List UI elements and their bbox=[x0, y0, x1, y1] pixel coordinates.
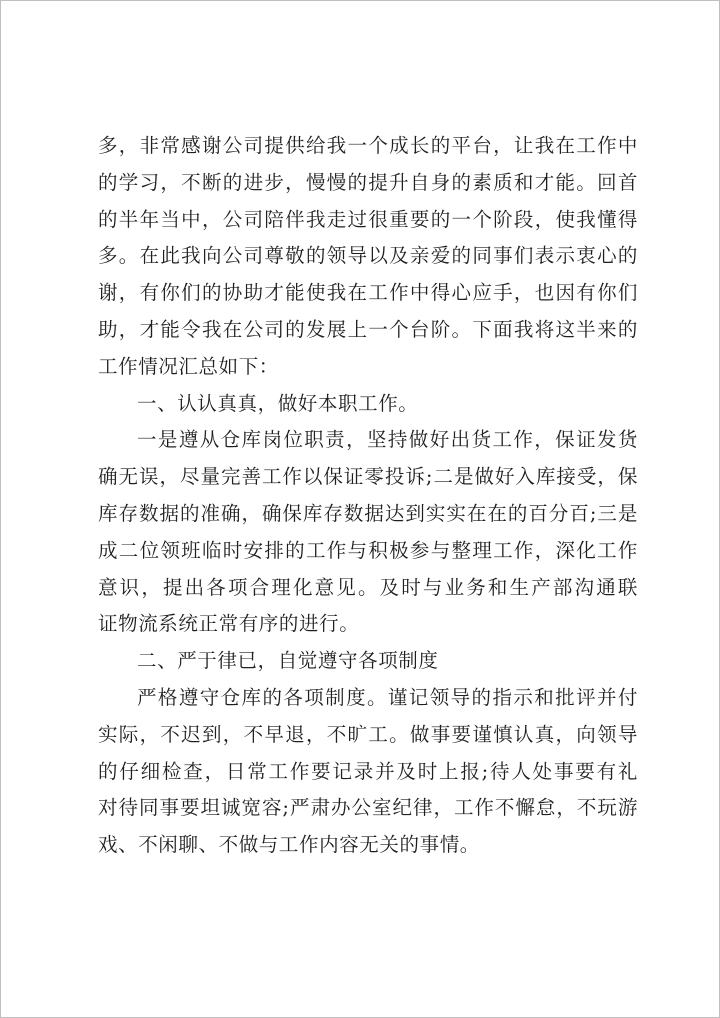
text-line: 谢，有你们的协助才能使我在工作中得心应手，也因有你们 bbox=[98, 281, 638, 305]
text-line: 成二位领班临时安排的工作与积极参与整理工作，深化工作 bbox=[98, 538, 638, 562]
text-line: 一是遵从仓库岗位职责，坚持做好出货工作，保证发货 bbox=[137, 428, 638, 452]
text-line: 的仔细检查，日常工作要记录并及时上报;待人处事要有礼 bbox=[98, 759, 638, 783]
text-line: 意识，提出各项合理化意见。及时与业务和生产部沟通联 bbox=[98, 575, 638, 599]
section-heading-1: 一、认认真真，做好本职工作。 bbox=[137, 391, 419, 415]
text-line: 的半年当中，公司陪伴我走过很重要的一个阶段，使我懂得 bbox=[98, 207, 638, 231]
text-line: 多，非常感谢公司提供给我一个成长的平台，让我在工作中 bbox=[98, 134, 638, 157]
text-line: 库存数据的准确，确保库存数据达到实实在在的百分百;三是 bbox=[98, 501, 638, 525]
text-line: 的学习，不断的进步，慢慢的提升自身的素质和才能。回首 bbox=[98, 170, 638, 194]
text-line: 确无误，尽量完善工作以保证零投诉;二是做好入库接受，保 bbox=[98, 465, 638, 489]
document-body bbox=[98, 128, 638, 864]
text-line: 工作情况汇总如下： bbox=[98, 354, 279, 378]
text-line: 对待同事要坦诚宽容;严肃办公室纪律，工作不懈怠，不玩游 bbox=[98, 796, 638, 820]
text-line: 多。在此我向公司尊敬的领导以及亲爱的同事们表示衷心的 bbox=[98, 244, 638, 268]
text-line: 严格遵守仓库的各项制度。谨记领导的指示和批评并付 bbox=[137, 685, 638, 709]
section-heading-2: 二、严于律已，自觉遵守各项制度 bbox=[137, 649, 439, 673]
text-line: 证物流系统正常有序的进行。 bbox=[98, 612, 360, 636]
text-line: 戏、不闲聊、不做与工作内容无关的事情。 bbox=[98, 833, 480, 857]
text-line: 实际，不迟到，不早退，不旷工。做事要谨慎认真，向领导 bbox=[98, 722, 638, 746]
text-line: 助，才能令我在公司的发展上一个台阶。下面我将这半来的 bbox=[98, 317, 638, 341]
